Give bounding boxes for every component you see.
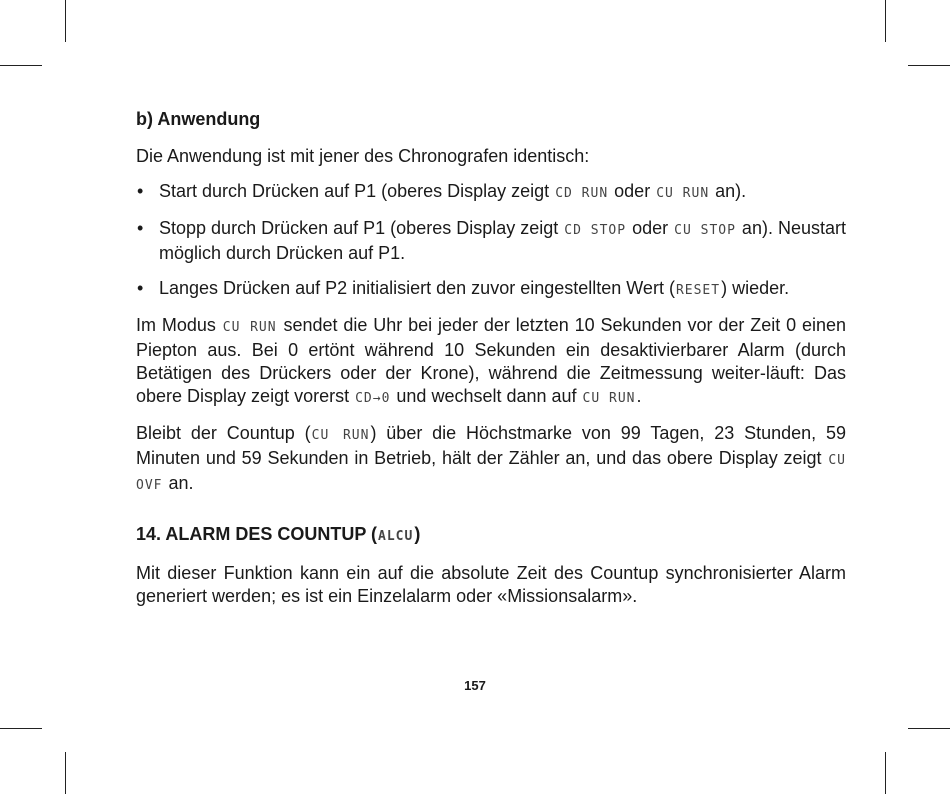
lcd-display-text: CU RUN [311, 428, 370, 443]
page-content [136, 108, 846, 620]
lcd-display-text: CD→0 [355, 391, 391, 406]
paragraph-text: ) über die Höchstmarke von 99 Tagen, 23 Stunden, 59 Minuten und 59 Sekunden in Betrieb, hält der Zähler an, und das obere Display zeigt [136, 423, 847, 468]
heading-text: 14. ALARM DES COUNTUP ( [136, 524, 378, 544]
list-item-text: ) wieder. [721, 278, 790, 298]
crop-mark-bottom-right-horizontal [908, 728, 950, 729]
lcd-display-text: CU STOP [674, 223, 736, 238]
lcd-display-text: CU OVF [136, 453, 846, 493]
crop-mark-top-right-vertical [885, 0, 886, 42]
list-item-text: Stopp durch Drücken auf P1 (oberes Display zeigt [159, 218, 564, 238]
heading-text: ) [414, 524, 421, 544]
modus-paragraph [136, 314, 846, 410]
paragraph-text: sendet die Uhr bei jeder der letzten 10 Sekunden vor der Zeit 0 einen Piepton aus. Bei 0 ertönt während 10 Sekunden ein desaktivierbarer Alarm (durch Betätigen des Drückers oder der Krone), während die Zeitmessung weiter-läuft: Das obere Display zeigt vorerst [136, 315, 846, 406]
list-item-text: an). Neustart möglich durch Drücken auf P1. [159, 218, 846, 263]
list-item-text: Start durch Drücken auf P1 (oberes Display zeigt [159, 181, 555, 201]
paragraph-text: Bleibt der Countup ( [136, 423, 311, 443]
alarm-paragraph: Mit dieser Funktion kann ein auf die absolute Zeit des Countup synchronisierter Alarm generiert werden; es ist ein Einzelalarm oder «Missionsalarm». [136, 563, 846, 606]
paragraph-text: und wechselt dann auf [391, 386, 582, 406]
crop-mark-bottom-right-vertical [885, 752, 886, 794]
paragraph-text: . [636, 386, 642, 406]
list-item [136, 180, 846, 205]
crop-mark-bottom-left-horizontal [0, 728, 42, 729]
list-item-text: Langes Drücken auf P2 initialisiert den zuvor eingestellten Wert ( [159, 278, 675, 298]
bullet-list [136, 180, 846, 302]
bullet-marker: • [137, 278, 144, 298]
list-item-text: an). [710, 181, 747, 201]
paragraph-text: Im Modus [136, 315, 222, 335]
paragraph-text: an. [163, 473, 194, 493]
crop-mark-bottom-left-vertical [65, 752, 66, 794]
list-item-text: oder [627, 218, 674, 238]
bullet-marker: • [137, 181, 144, 201]
lcd-display-text: CD RUN [555, 186, 609, 201]
list-item [136, 277, 846, 302]
lcd-display-text: ALCU [378, 529, 414, 544]
bullet-marker: • [137, 218, 144, 238]
lcd-display-text: RESET [675, 283, 721, 298]
crop-mark-top-left-horizontal [0, 65, 42, 66]
crop-mark-top-right-horizontal [908, 65, 950, 66]
crop-mark-top-left-vertical [65, 0, 66, 42]
lcd-display-text: CU RUN [222, 320, 277, 335]
section-heading [136, 523, 846, 548]
countup-paragraph [136, 422, 846, 497]
page-number: 157 [464, 678, 486, 693]
lcd-display-text: CU RUN [656, 186, 710, 201]
lcd-display-text: CD STOP [564, 223, 627, 238]
list-item [136, 217, 846, 265]
lcd-display-text: CU RUN [582, 391, 636, 406]
subsection-heading: b) Anwendung [136, 109, 261, 129]
intro-paragraph: Die Anwendung ist mit jener des Chronografen identisch: [136, 146, 590, 166]
list-item-text: oder [609, 181, 656, 201]
